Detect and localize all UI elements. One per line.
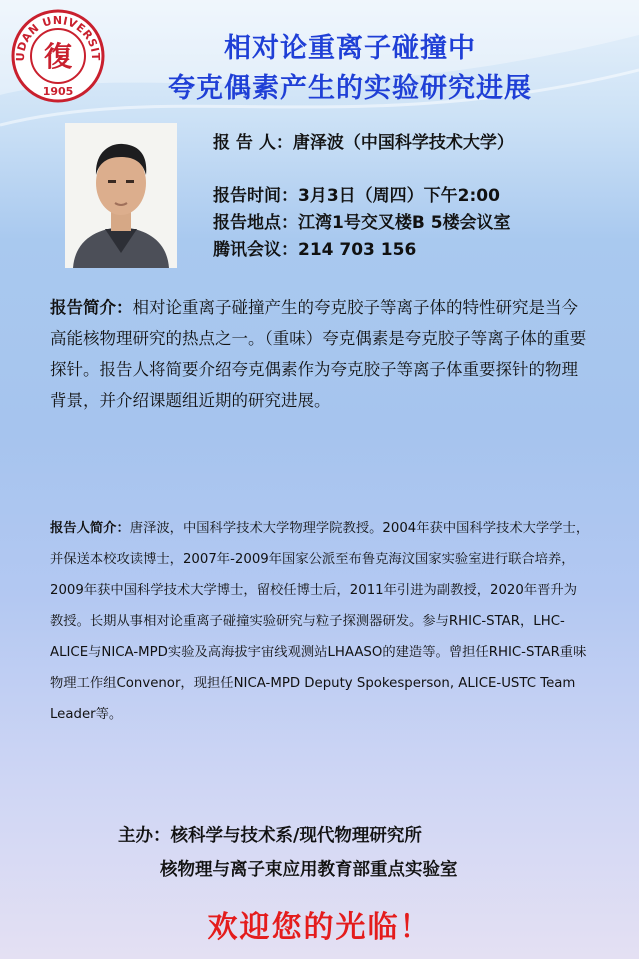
tencent-meeting-line: 腾讯会议：214 703 156 (213, 240, 417, 260)
logo-university-text: UDAN UNIVERSIT (13, 13, 103, 62)
bio-label: 报告人简介： (50, 521, 130, 536)
speaker-photo (65, 123, 177, 268)
welcome-text: 欢迎您的光临！ (207, 910, 432, 945)
abstract-paragraph (50, 292, 590, 416)
svg-text:復: 復 (43, 40, 73, 73)
fudan-university-logo (10, 8, 106, 104)
bio-paragraph (50, 513, 590, 730)
time-line: 报告时间：3月3日（周四）下午2:00 (213, 186, 500, 206)
bio-text: 唐泽波，中国科学技术大学物理学院教授。2004年获中国科学技术大学学士，并保送本校攻读博士，2007年-2009年国家公派至布鲁克海汶国家实验室进行联合培养，2009年获中国科学技术大学博士，留校任博士后，2011年引进为副教授，2020年晋升为教授。长期从事相对论重离子碰撞实验研究与粒子探测器研发。参与RHIC-STAR，LHC-ALICE与NICA-MPD实验及高海拔宇宙线观测站LHAASO的建造等。曾担任RHIC-STAR重味物理工作组Convenor，现担任NICA-MPD Deputy Spokesperson, ALICE-USTC Team Leader等。 (50, 521, 590, 722)
host-line-1: 主办：核科学与技术系/现代物理研究所 (118, 826, 422, 846)
speaker-line: 报 告 人：唐泽波（中国科学技术大学） (213, 133, 514, 153)
abstract-label: 报告简介： (50, 298, 133, 317)
location-line: 报告地点：江湾1号交叉楼B 5楼会议室 (213, 213, 511, 233)
logo-year: 1905 (42, 85, 74, 98)
talk-title-line-2: 夸克偶素产生的实验研究进展 (168, 73, 532, 104)
talk-title-line-1: 相对论重离子碰撞中 (224, 33, 476, 64)
abstract-text: 相对论重离子碰撞产生的夸克胶子等离子体的特性研究是当今高能核物理研究的热点之一。（重味）夸克偶素是夸克胶子等离子体的重要探针。报告人将简要介绍夸克偶素作为夸克胶子等离子体重要探针的物理背景，并介绍课题组近期的研究进展。 (50, 298, 587, 410)
host-line-2: 核物理与离子束应用教育部重点实验室 (160, 860, 458, 880)
